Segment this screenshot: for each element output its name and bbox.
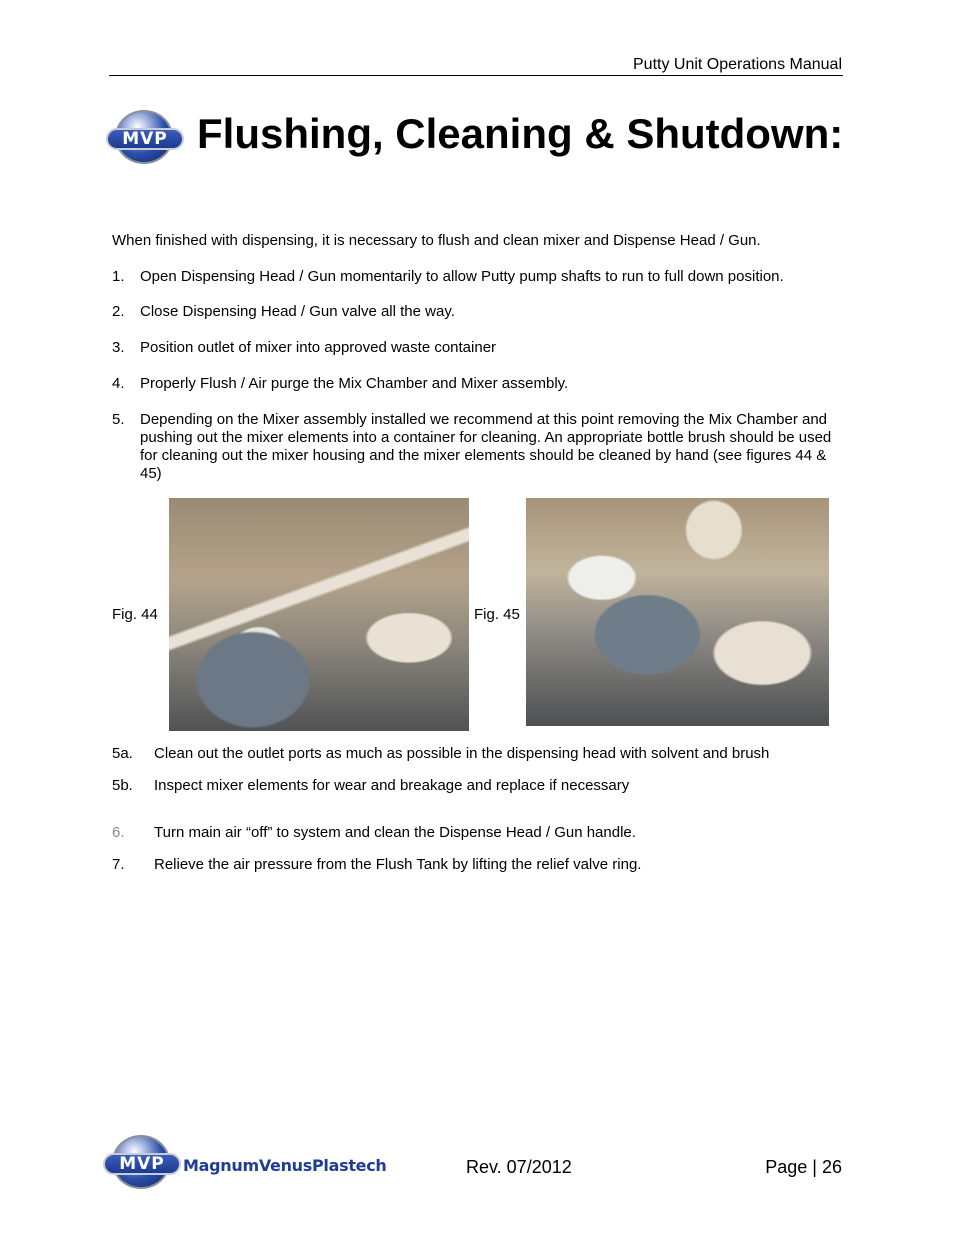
- step-text: Position outlet of mixer into approved waste container: [140, 339, 497, 356]
- step-number: 4.: [112, 375, 125, 392]
- footer-brand-logo: [103, 1131, 393, 1193]
- step-text: Turn main air “off” to system and clean the Dispense Head / Gun handle.: [154, 824, 636, 841]
- figure-45-label: Fig. 45: [474, 606, 520, 623]
- figure-44-photo: [169, 498, 469, 731]
- logo-band: MVP: [103, 1153, 181, 1175]
- manual-title: Putty Unit Operations Manual: [633, 56, 842, 73]
- logo-band: MVP: [106, 128, 184, 150]
- brand-name: MagnumVenusPlastech: [183, 1156, 387, 1175]
- mvp-logo-icon: [106, 108, 184, 166]
- intro-paragraph: When finished with dispensing, it is necessary to flush and clean mixer and Dispense Head / Gun.: [112, 232, 761, 249]
- page-title: Flushing, Cleaning & Shutdown:: [197, 110, 844, 157]
- step-number: 1.: [112, 268, 125, 285]
- step-number: 7.: [112, 856, 125, 873]
- substep-number: 5b.: [112, 777, 133, 794]
- revision-date: Rev. 07/2012: [466, 1157, 572, 1177]
- step-text: Open Dispensing Head / Gun momentarily to allow Putty pump shafts to run to full down position.: [140, 268, 784, 285]
- step-text: Close Dispensing Head / Gun valve all the way.: [140, 303, 455, 320]
- page-number: Page | 26: [765, 1157, 842, 1177]
- header-divider: [109, 75, 843, 76]
- step-text: Depending on the Mixer assembly installed we recommend at this point removing the Mix Chamber and pushing out the mixer elements into a container for cleaning. An appropriate bottle brush should be used for cleaning out the mixer housing and the mixer elements should be cleaned by hand (see figures 44 & 45): [140, 411, 832, 482]
- step-number: 2.: [112, 303, 125, 320]
- step-number: 6.: [112, 824, 125, 841]
- figure-45-photo: [526, 498, 829, 726]
- substep-number: 5a.: [112, 745, 133, 762]
- step-number: 3.: [112, 339, 125, 356]
- figure-44-label: Fig. 44: [112, 606, 158, 623]
- substep-text: Clean out the outlet ports as much as possible in the dispensing head with solvent and brush: [154, 745, 770, 762]
- substep-text: Inspect mixer elements for wear and breakage and replace if necessary: [154, 777, 630, 794]
- step-text: Properly Flush / Air purge the Mix Chamber and Mixer assembly.: [140, 375, 569, 392]
- step-text: Relieve the air pressure from the Flush Tank by lifting the relief valve ring.: [154, 856, 642, 873]
- mvp-logo-icon: [103, 1133, 181, 1191]
- step-number: 5.: [112, 411, 125, 428]
